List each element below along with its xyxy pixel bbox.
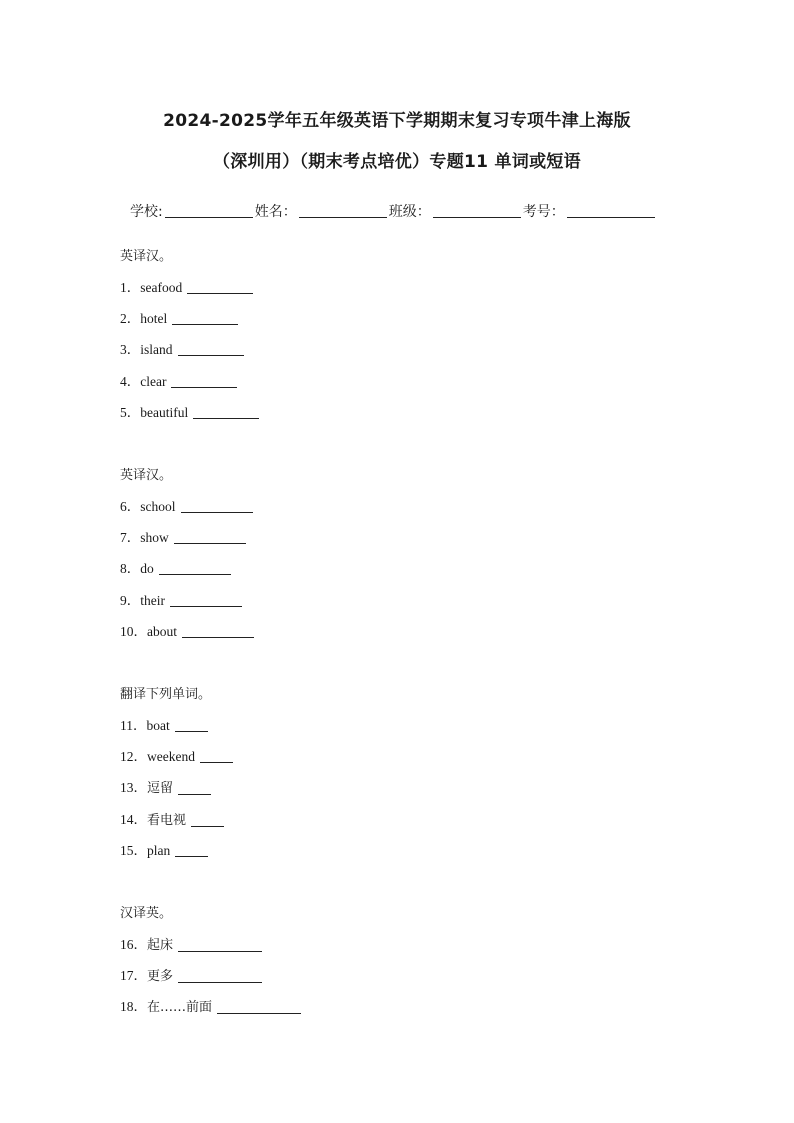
question-number: 18． <box>120 999 147 1015</box>
question-number: 13． <box>120 780 147 796</box>
question-number: 2． <box>120 311 141 327</box>
question-text: 逗留 <box>147 781 174 797</box>
question-item <box>120 528 254 559</box>
section-heading: 英译汉。 <box>120 468 173 483</box>
answer-blank[interactable] <box>191 813 224 827</box>
section-heading: 翻译下列单词。 <box>120 687 212 702</box>
answer-blank[interactable] <box>200 749 233 763</box>
question-text: 在……前面 <box>147 1000 213 1016</box>
question-item <box>120 340 259 371</box>
question-number: 14． <box>120 811 147 827</box>
section-2 <box>120 466 254 653</box>
section-1 <box>120 247 259 434</box>
name-blank[interactable] <box>299 203 387 218</box>
question-number: 5． <box>120 404 141 420</box>
question-text: plan <box>147 842 171 858</box>
question-item <box>120 778 233 809</box>
question-text: boat <box>146 718 170 733</box>
question-number: 3． <box>120 342 141 358</box>
question-item <box>120 372 259 403</box>
question-item <box>120 997 301 1028</box>
answer-blank[interactable] <box>178 938 262 952</box>
question-number: 4． <box>120 373 141 389</box>
question-item <box>120 403 259 434</box>
answer-blank[interactable] <box>182 624 254 638</box>
answer-blank[interactable] <box>187 280 253 294</box>
question-text: 更多 <box>147 969 174 985</box>
question-item <box>120 841 233 872</box>
question-number: 9． <box>120 592 141 608</box>
answer-blank[interactable] <box>181 499 253 513</box>
exam-number-label: 考号： <box>522 204 565 220</box>
question-item <box>120 591 254 622</box>
question-text: beautiful <box>140 404 189 420</box>
answer-blank[interactable] <box>159 561 231 575</box>
question-text: island <box>140 342 173 358</box>
question-number: 10． <box>120 623 147 639</box>
page-title-line-1: 2024-2025学年五年级英语下学期期末复习专项牛津上海版 <box>163 111 631 131</box>
question-number: 12． <box>120 749 147 765</box>
question-item <box>120 309 259 340</box>
question-item <box>120 497 254 528</box>
question-number: 1． <box>120 280 141 295</box>
question-number: 7． <box>120 530 141 546</box>
exam-number-blank[interactable] <box>567 203 655 218</box>
question-number: 15． <box>120 842 147 858</box>
name-label: 姓名： <box>254 204 297 220</box>
question-text: show <box>140 530 169 546</box>
class-label: 班级： <box>388 204 431 220</box>
section-4 <box>120 904 301 1029</box>
school-blank[interactable] <box>165 203 253 218</box>
question-text: 起床 <box>147 938 174 953</box>
page-title-line-2: （深圳用）（期末考点培优）专题11 单词或短语 <box>213 152 581 172</box>
answer-blank[interactable] <box>174 530 246 544</box>
question-number: 17． <box>120 968 147 984</box>
question-item <box>120 278 259 309</box>
question-text: 看电视 <box>147 812 187 828</box>
answer-blank[interactable] <box>170 593 242 607</box>
question-text: about <box>147 623 177 639</box>
question-item <box>120 966 301 997</box>
answer-blank[interactable] <box>178 781 211 795</box>
question-item <box>120 747 233 778</box>
student-info-row <box>130 201 657 221</box>
question-number: 16． <box>120 937 147 952</box>
question-item <box>120 810 233 841</box>
question-item <box>120 716 233 747</box>
answer-blank[interactable] <box>172 311 238 325</box>
question-text: their <box>140 592 165 608</box>
question-item <box>120 935 301 966</box>
answer-blank[interactable] <box>178 342 244 356</box>
class-blank[interactable] <box>433 203 521 218</box>
section-heading: 英译汉。 <box>120 249 173 264</box>
answer-blank[interactable] <box>217 1000 301 1014</box>
question-text: hotel <box>140 311 168 327</box>
question-number: 11． <box>120 718 147 733</box>
answer-blank[interactable] <box>171 374 237 388</box>
answer-blank[interactable] <box>193 405 259 419</box>
question-item <box>120 622 254 653</box>
answer-blank[interactable] <box>175 718 208 732</box>
answer-blank[interactable] <box>175 843 208 857</box>
section-3 <box>120 685 233 872</box>
school-label: 学校: <box>130 204 163 220</box>
section-heading: 汉译英。 <box>120 906 173 921</box>
question-item <box>120 559 254 590</box>
question-number: 8． <box>120 561 141 577</box>
answer-blank[interactable] <box>178 969 262 983</box>
question-number: 6． <box>120 499 141 514</box>
question-text: do <box>140 561 154 577</box>
question-text: school <box>140 499 176 514</box>
question-text: clear <box>140 373 167 389</box>
question-text: seafood <box>140 280 183 295</box>
question-text: weekend <box>147 749 195 765</box>
